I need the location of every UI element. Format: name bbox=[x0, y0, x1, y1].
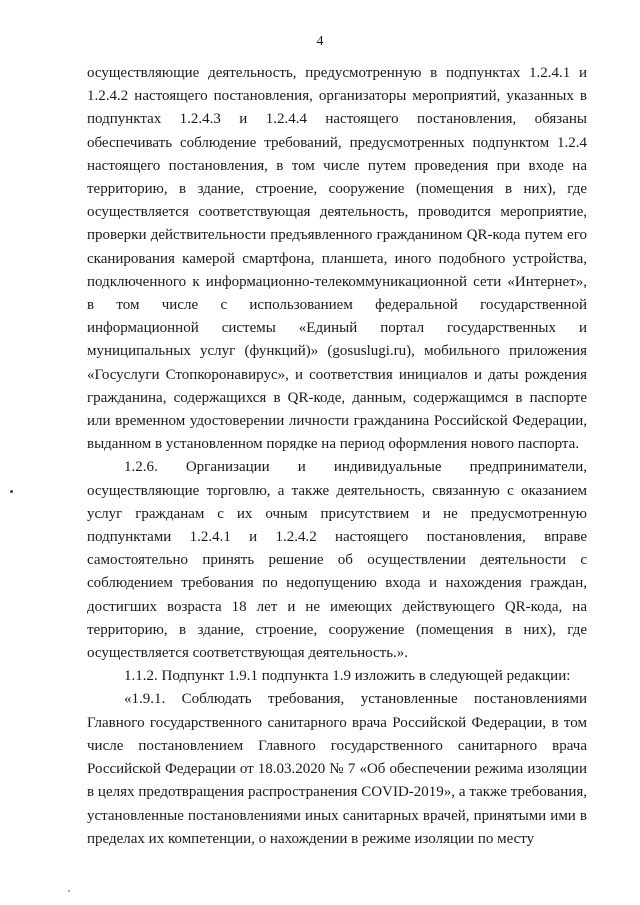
paragraph-1-2-6: 1.2.6. Организации и индивидуальные предприниматели, осуществляющие торговлю, а также деятельность, связанную с оказанием услуг гражданам с их очным присутствием и не предусмотренную подпунктами 1.2.4.1 и 1.2.4.2 настоящего постановления, вправе самостоятельно принять решение об осуществлении деятельности с соблюдением требования по недопущению входа и нахождения граждан, достигших возраста 18 лет и не имеющих действующего QR-кода, на территорию, в здание, строение, сооружение (помещения в них), где осуществляется соответствующая деятельность.». bbox=[87, 459, 587, 662]
margin-dot-mark bbox=[10, 490, 13, 493]
paragraph-1-1-2: 1.1.2. Подпункт 1.9.1 подпункта 1.9 изложить в следующей редакции: bbox=[124, 668, 571, 685]
paragraph-1-2-4-continuation: осуществляющие деятельность, предусмотренную в подпунктах 1.2.4.1 и 1.2.4.2 настоящего постановления, организаторы мероприятий, указанных в подпунктах 1.2.4.3 и 1.2.4.4 настоящего постановления, обязаны обеспечивать соблюдение требований, предусмотренных подпунктом 1.2.4 настоящего постановления, в том числе путем проведения при входе на территорию, в здание, строение, сооружение (помещения в них), где осуществляется соответствующая деятельность, проводится мероприятие, проверки действительности предъявленного гражданином QR-кода путем его сканирования камерой смартфона, планшета, иного подобного устройства, подключенного к информационно-телекоммуникационной сети «Интернет», в том числе с использованием федеральной государственной информационной системы «Единый портал государственных и муниципальных услуг (функций)» (gosuslugi.ru), мобильного приложения «Госуслуги Стопкоронавирус», и соответствия инициалов и даты рождения гражданина, содержащихся в QR-коде, данным, содержащимся в паспорте или временном удостоверении личности гражданина Российской Федерации, выданном в установленном порядке на период оформления нового паспорта. bbox=[87, 65, 587, 453]
document-body bbox=[87, 62, 587, 851]
paragraph-1-9-1: «1.9.1. Соблюдать требования, установленные постановлениями Главного государственного санитарного врача Российской Федерации, в том числе постановлением Главного государственного санитарного врача Российской Федерации от 18.03.2020 № 7 «Об обеспечении режима изоляции в целях предотвращения распространения COVID-2019», а также требования, установленные постановлениями иных санитарных врачей, принятыми ими в пределах их компетенции, о нахождении в режиме изоляции по месту bbox=[87, 691, 587, 847]
bottom-dot-mark bbox=[68, 890, 70, 892]
page-number: 4 bbox=[316, 34, 324, 49]
